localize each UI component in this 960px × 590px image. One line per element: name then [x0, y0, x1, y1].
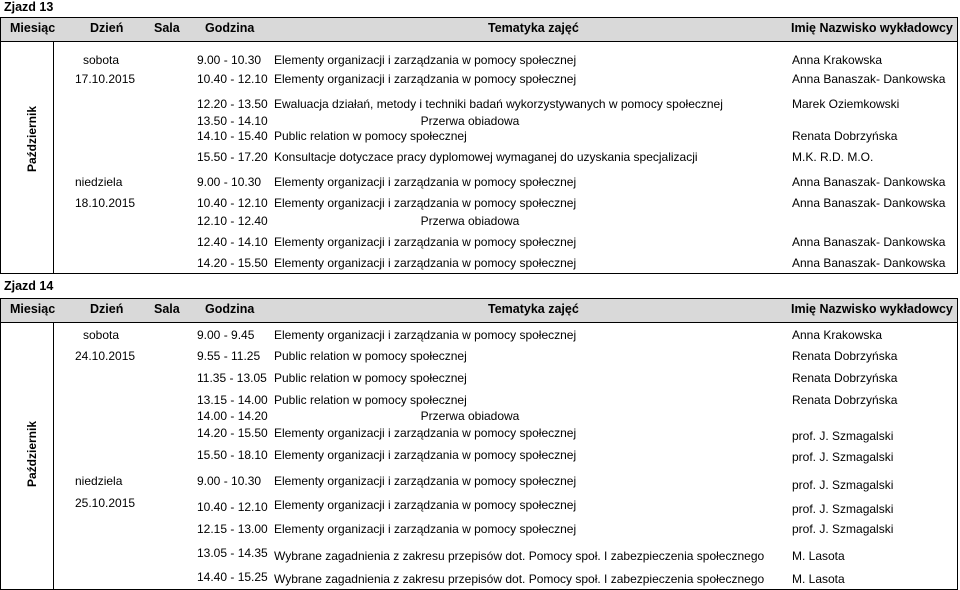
lecturer-cell: Renata Dobrzyńska — [792, 371, 898, 385]
topic-cell: Public relation w pomocy społecznej — [274, 393, 467, 407]
lecturer-cell: M.K. R.D. M.O. — [792, 150, 874, 164]
month-label: Październik — [25, 420, 39, 487]
header-topic: Tematyka zajęć — [488, 302, 579, 316]
lecturer-cell: M. Lasota — [792, 572, 845, 586]
lecturer-cell: Marek Oziemkowski — [792, 97, 900, 111]
month-label: Październik — [25, 105, 39, 172]
lecturer-cell: prof. J. Szmagalski — [792, 502, 894, 516]
time-cell: 15.50 - 17.20 — [197, 150, 268, 164]
time-cell: 12.15 - 13.00 — [197, 522, 268, 536]
topic-cell: Elementy organizacji i zarządzania w pomocy społecznej — [274, 328, 577, 342]
header-room: Sala — [154, 21, 180, 35]
time-cell: 9.00 - 9.45 — [197, 328, 255, 342]
table-row — [1, 71, 957, 87]
header-day: Dzień — [90, 21, 124, 35]
header-month: Miesiąc — [10, 302, 56, 316]
table-row-break — [1, 113, 957, 129]
lecturer-cell: prof. J. Szmagalski — [792, 450, 894, 464]
time-cell: 14.10 - 15.40 — [197, 129, 268, 143]
schedule-block-zjazd-14 — [0, 322, 958, 590]
lecturer-cell: Anna Banaszak- Dankowska — [792, 235, 946, 249]
topic-cell: Elementy organizacji i zarządzania w pomocy społecznej — [274, 175, 577, 189]
table-row — [1, 447, 957, 463]
time-cell: 14.20 - 15.50 — [197, 256, 268, 270]
day-label: sobota — [83, 53, 120, 67]
lecturer-cell: Renata Dobrzyńska — [792, 129, 898, 143]
topic-cell: Public relation w pomocy społecznej — [274, 129, 467, 143]
lecturer-cell: M. Lasota — [792, 549, 845, 563]
topic-cell: Elementy organizacji i zarządzania w pomocy społecznej — [274, 235, 577, 249]
lecturer-cell: Anna Banaszak- Dankowska — [792, 196, 946, 210]
lecturer-cell: Renata Dobrzyńska — [792, 393, 898, 407]
lecturer-cell: Anna Banaszak- Dankowska — [792, 175, 946, 189]
time-cell: 14.00 - 14.20 — [197, 409, 268, 423]
lecturer-cell: prof. J. Szmagalski — [792, 429, 894, 443]
topic-cell: Elementy organizacji i zarządzania w pomocy społecznej — [274, 448, 577, 462]
header-lecturer: Imię Nazwisko wykładowcy — [791, 21, 953, 35]
time-cell: 13.05 - 14.35 — [197, 546, 268, 560]
date-label: 18.10.2015 — [75, 196, 136, 210]
table-row — [1, 348, 957, 364]
time-cell: 15.50 - 18.10 — [197, 448, 268, 462]
time-cell: 10.40 - 12.10 — [197, 500, 268, 514]
header-time: Godzina — [205, 21, 255, 35]
lecturer-cell: Anna Krakowska — [792, 53, 883, 67]
table-row — [1, 149, 957, 165]
topic-cell: Elementy organizacji i zarządzania w pomocy społecznej — [274, 474, 577, 488]
table-row — [1, 52, 957, 68]
time-cell: 14.40 - 15.25 — [197, 570, 268, 584]
time-cell: 9.55 - 11.25 — [197, 349, 261, 363]
table-row — [1, 195, 957, 211]
lecturer-cell: Anna Banaszak- Dankowska — [792, 256, 946, 270]
time-cell: 11.35 - 13.05 — [197, 371, 267, 385]
header-time: Godzina — [205, 302, 255, 316]
topic-cell: Elementy organizacji i zarządzania w pomocy społecznej — [274, 522, 577, 536]
lecturer-cell: prof. J. Szmagalski — [792, 522, 894, 536]
table-row — [1, 392, 957, 408]
date-label: 25.10.2015 — [75, 496, 136, 510]
table-row — [1, 128, 957, 144]
time-cell: 9.00 - 10.30 — [197, 474, 262, 488]
topic-cell: Elementy organizacji i zarządzania w pomocy społecznej — [274, 256, 577, 270]
header-lecturer: Imię Nazwisko wykładowcy — [791, 302, 953, 316]
topic-cell: Konsultacje dotyczace pracy dyplomowej wymaganej do uzyskania specjalizacji — [274, 150, 698, 164]
time-cell: 9.00 - 10.30 — [197, 53, 262, 67]
topic-cell: Ewaluacja działań, metody i techniki badań wykorzystywanych w pomocy społecznej — [274, 97, 723, 111]
table-row — [1, 545, 957, 561]
lecturer-cell: prof. J. Szmagalski — [792, 478, 894, 492]
table-row — [1, 255, 957, 271]
time-cell: 13.50 - 14.10 — [197, 114, 268, 128]
table-row — [1, 370, 957, 386]
day-label: sobota — [83, 328, 120, 342]
topic-cell: Wybrane zagadnienia z zakresu przepisów dot. Pomocy społ. I zabezpieczenia społecznego — [274, 549, 765, 563]
break-label: Przerwa obiadowa — [420, 114, 520, 128]
table-row — [1, 327, 957, 343]
topic-cell: Wybrane zagadnienia z zakresu przepisów dot. Pomocy społ. I zabezpieczenia społecznego — [274, 572, 765, 586]
table-header-zjazd-14 — [0, 298, 958, 323]
date-label: 17.10.2015 — [75, 72, 136, 86]
header-topic: Tematyka zajęć — [488, 21, 579, 35]
day-label: niedziela — [75, 175, 123, 189]
time-cell: 9.00 - 10.30 — [197, 175, 262, 189]
lecturer-cell: Anna Krakowska — [792, 328, 883, 342]
table-row — [1, 569, 957, 585]
table-header-zjazd-13 — [0, 17, 958, 42]
table-row — [1, 521, 957, 537]
lecturer-cell: Anna Banaszak- Dankowska — [792, 72, 946, 86]
table-row — [1, 495, 957, 516]
break-label: Przerwa obiadowa — [420, 214, 520, 228]
table-row — [1, 425, 957, 441]
table-row — [1, 234, 957, 250]
time-cell: 10.40 - 12.10 — [197, 196, 268, 210]
table-row-break — [1, 213, 957, 229]
date-label: 24.10.2015 — [75, 349, 136, 363]
header-day: Dzień — [90, 302, 124, 316]
table-row — [1, 473, 957, 492]
time-cell: 12.40 - 14.10 — [197, 235, 268, 249]
table-row-break — [1, 408, 957, 424]
schedule-block-zjazd-13 — [0, 41, 958, 274]
table-row — [1, 96, 957, 112]
topic-cell: Public relation w pomocy społecznej — [274, 349, 467, 363]
topic-cell: Public relation w pomocy społecznej — [274, 371, 467, 385]
topic-cell: Elementy organizacji i zarządzania w pomocy społecznej — [274, 53, 577, 67]
header-room: Sala — [154, 302, 180, 316]
table-row — [1, 174, 957, 190]
topic-cell: Elementy organizacji i zarządzania w pomocy społecznej — [274, 498, 577, 512]
time-cell: 10.40 - 12.10 — [197, 72, 268, 86]
section-title-zjazd-13: Zjazd 13 — [4, 0, 54, 14]
header-month: Miesiąc — [10, 21, 56, 35]
topic-cell: Elementy organizacji i zarządzania w pomocy społecznej — [274, 72, 577, 86]
time-cell: 12.10 - 12.40 — [197, 214, 268, 228]
lecturer-cell: Renata Dobrzyńska — [792, 349, 898, 363]
topic-cell: Elementy organizacji i zarządzania w pomocy społecznej — [274, 426, 577, 440]
break-label: Przerwa obiadowa — [420, 409, 520, 423]
time-cell: 13.15 - 14.00 — [197, 393, 268, 407]
day-label: niedziela — [75, 474, 123, 488]
topic-cell: Elementy organizacji i zarządzania w pomocy społecznej — [274, 196, 577, 210]
time-cell: 12.20 - 13.50 — [197, 97, 268, 111]
section-title-zjazd-14: Zjazd 14 — [4, 279, 54, 293]
time-cell: 14.20 - 15.50 — [197, 426, 268, 440]
